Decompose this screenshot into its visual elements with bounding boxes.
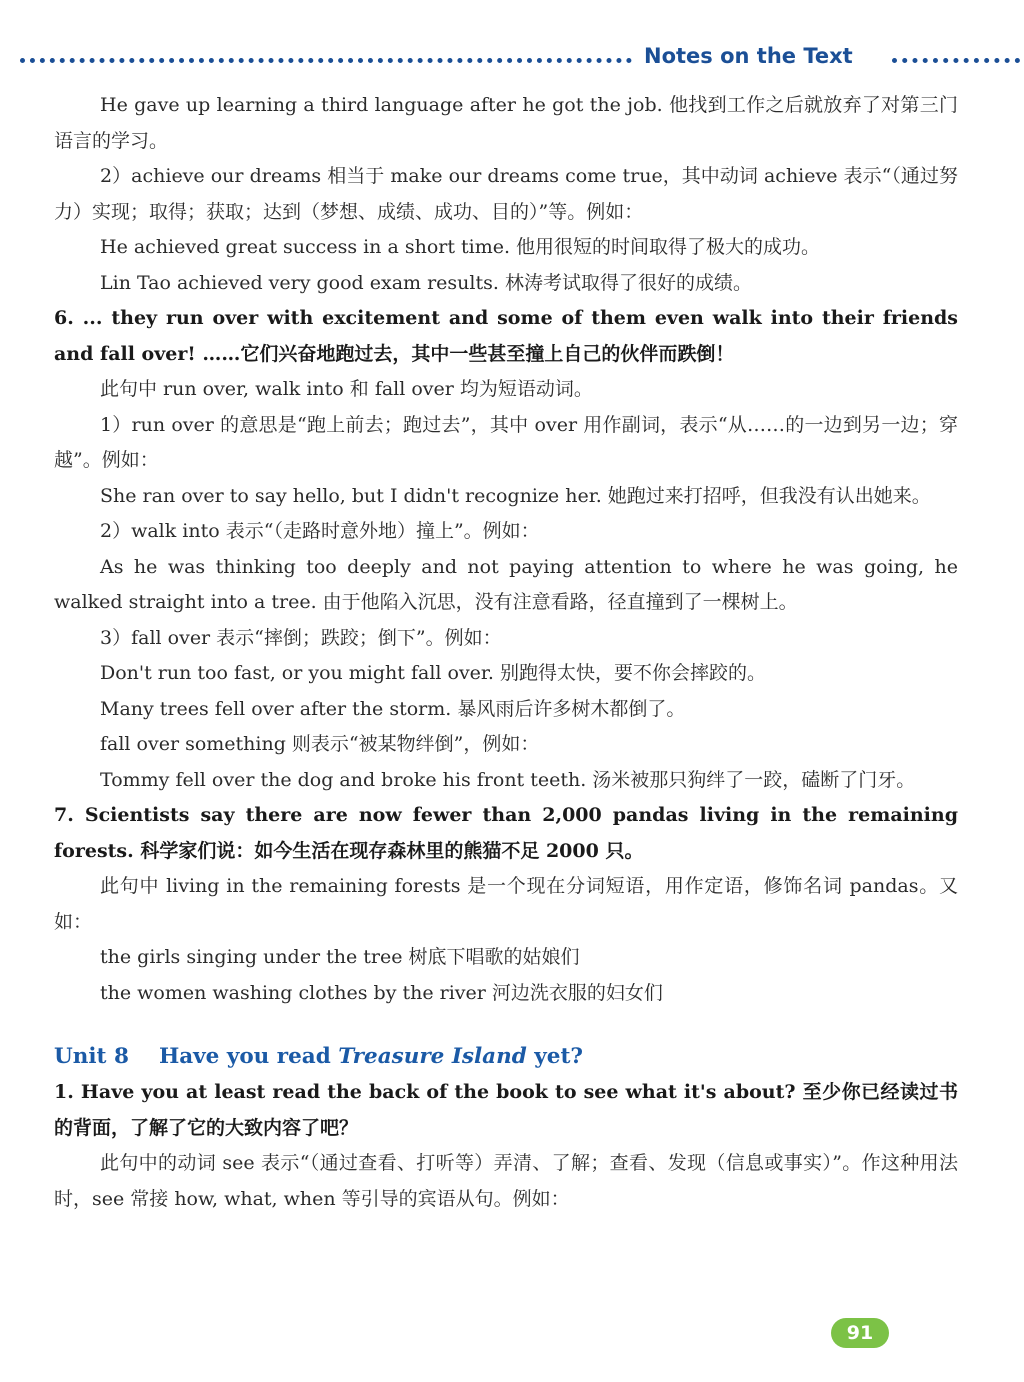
example-sentence: Tommy fell over the dog and broke his front teeth. 汤米被那只狗绊了一跤，磕断了门牙。: [100, 768, 916, 791]
page-number-badge: 91: [831, 1318, 889, 1348]
unit-title-end: yet?: [526, 1044, 583, 1069]
running-header: [20, 44, 1020, 74]
unit-heading: [54, 1039, 958, 1075]
example-phrase: the girls singing under the tree 树底下唱歌的姑娘们: [100, 946, 580, 968]
note-heading-1: 1. Have you at least read the back of the book to see what it's about? 至少你已经读过书的背面，了解了它的大致内容了吧？: [54, 1081, 958, 1139]
note-heading-6: 6. ... they run over with excitement and some of them even walk into their friends and fall over! ……它们兴奋地跑过去，其中一些甚至撞上自己的伙伴而跌倒！: [54, 307, 958, 365]
example-sentence: Lin Tao achieved very good exam results. 林涛考试取得了很好的成绩。: [100, 271, 752, 294]
header-dotted-rule-right: [892, 58, 1020, 63]
example-sentence: She ran over to say hello, but I didn't recognize her. 她跑过来打招呼，但我没有认出她来。: [100, 484, 931, 507]
note-paragraph: 1）run over 的意思是“跑上前去；跑过去”，其中 over 用作副词，表示“从……的一边到另一边；穿越”。例如：: [54, 413, 958, 471]
note-paragraph: 2）walk into 表示“（走路时意外地）撞上”。例如：: [100, 520, 540, 542]
note-paragraph: 3）fall over 表示“摔倒；跌跤；倒下”。例如：: [100, 626, 502, 649]
unit-label: Unit 8: [54, 1044, 129, 1069]
example-sentence: Don't run too fast, or you might fall over. 别跑得太快，要不你会摔跤的。: [100, 662, 767, 684]
header-dotted-rule-left: [20, 58, 632, 63]
note-paragraph: 此句中的动词 see 表示“（通过查看、打听等）弄清、了解；查看、发现（信息或事实）”。作这种用法时，see 常接 how, what, when 等引导的宾语从句。例如：: [54, 1152, 958, 1210]
page-body: [54, 88, 958, 1217]
example-sentence: As he was thinking too deeply and not paying attention to where he was going, he walked straight into a tree. 由于他陷入沉思，没有注意看路，径直撞到了一棵树上。: [54, 555, 958, 613]
note-paragraph: 2）achieve our dreams 相当于 make our dreams come true，其中动词 achieve 表示“（通过努力）实现；取得；获取；达到（梦想、成绩、成功、目的）”等。例如：: [54, 165, 958, 223]
header-title: Notes on the Text: [644, 44, 853, 68]
example-sentence: He gave up learning a third language after he got the job. 他找到工作之后就放弃了对第三门语言的学习。: [54, 94, 958, 152]
note-paragraph: 此句中 run over, walk into 和 fall over 均为短语动词。: [100, 378, 593, 400]
unit-title-text: Have you read: [158, 1044, 339, 1069]
note-paragraph: fall over something 则表示“被某物绊倒”，例如：: [100, 733, 540, 755]
example-sentence: Many trees fell over after the storm. 暴风雨后许多树木都倒了。: [100, 697, 686, 720]
example-sentence: He achieved great success in a short time. 他用很短的时间取得了极大的成功。: [100, 236, 821, 258]
unit-title-book: Treasure Island: [338, 1044, 527, 1069]
note-heading-7: 7. Scientists say there are now fewer than 2,000 pandas living in the remaining forests. 科学家们说：如今生活在现存森林里的熊猫不足 2000 只。: [54, 804, 958, 862]
note-paragraph: 此句中 living in the remaining forests 是一个现在分词短语，用作定语，修饰名词 pandas。又如：: [54, 875, 958, 933]
example-phrase: the women washing clothes by the river 河边洗衣服的妇女们: [100, 981, 663, 1004]
